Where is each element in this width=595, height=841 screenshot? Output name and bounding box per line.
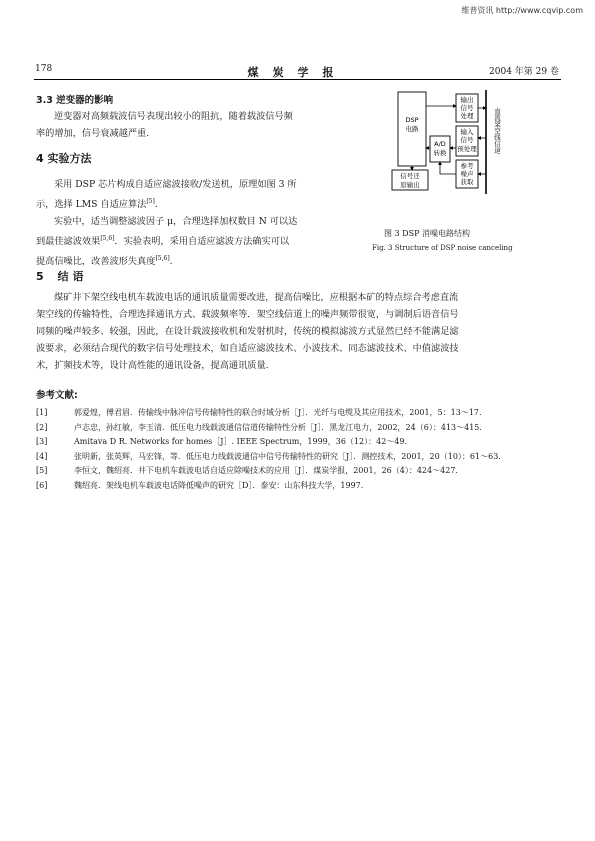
page-number: 178: [35, 64, 53, 74]
reference-item: [36, 451, 561, 463]
text-line: 煤矿井下架空线电机车载波电话的通讯质量需要改进，提高信噪比，应根据本矿的特点综合考虑直流: [54, 292, 459, 303]
year-volume: 2004 年第 29 卷: [489, 67, 559, 77]
reference-list: [36, 407, 561, 494]
section-title-text: 结 语: [57, 270, 84, 283]
ref-label-1: 参考: [460, 162, 474, 170]
text-span: .: [169, 256, 173, 268]
watermark: 维普资讯 http://www.cqvip.com: [461, 6, 583, 15]
reference-text: 李恒文，魏绍亮．井下电机车载波电话自适应除噪技术的应用［J］．煤炭学报，2001，26（4）：424～427.: [74, 466, 458, 475]
reference-text: 张明新，张英辉，马宏锋，等．低压电力线载波通信中信号传输特性的研究［J］．测控技术，2001，20（10）：61～63.: [74, 451, 501, 461]
input-label-1: 输入: [460, 128, 474, 136]
ad-label-2: 转换: [433, 149, 447, 157]
reference-number: [3]: [36, 437, 48, 446]
input-label-3: 预处理: [457, 145, 477, 153]
reference-text: Amitava D R. Networks for homes［J］. IEEE Spectrum，1999，36（12）：42～49.: [74, 437, 408, 446]
signal-label-1: 信号还: [400, 172, 420, 180]
citation: [5,6]: [100, 235, 115, 243]
reference-item: [36, 422, 561, 434]
section-4-body: [36, 176, 354, 270]
dsp-label-2: 电路: [405, 125, 419, 133]
text-line: [36, 250, 354, 270]
text-line: 架空线的传输特性，合理选择通讯方式、载波频率等．架空线信道上的噪声频带很宽，与调制后语音信号: [36, 309, 459, 320]
text-line: 实验中，适当调整滤波因子 μ，合理选择加权数目 N 可以达: [54, 216, 298, 228]
section-number: 5: [36, 270, 58, 283]
text-span: 提高信噪比，改善波形失真度: [36, 256, 156, 268]
reference-number: [6]: [36, 480, 48, 490]
reference-text: 魏绍亮．架线电机车载波电话降低噪声的研究［D］．泰安：山东科技大学，1997.: [74, 480, 364, 490]
text-line: [36, 230, 354, 250]
line-channel-label: 直流架空线信道: [493, 108, 501, 154]
input-label-2: 信号: [460, 136, 474, 144]
reference-text: 郭爱煌，傅君眉．传输线中脉冲信号传输特性的联合时域分析［J］．光纤与电缆及其应用技术，2001，5：13～17.: [74, 408, 482, 417]
output-label-2: 信号: [460, 104, 474, 112]
text-line: 采用 DSP 芯片构成自适应滤波接收/发送机，原理如图 3 所: [54, 179, 297, 190]
text-line: 同频的噪声较多、较强，因此，在设计载波接收机和发射机时，传统的模拟滤波方式显然已经不能满足滤: [36, 326, 459, 337]
text-span: ．实验表明，采用自适应滤波方法确实可以: [114, 236, 290, 248]
header-rule: [34, 79, 561, 80]
citation: [5]: [146, 198, 155, 205]
text-span: 到最佳滤波效果: [36, 236, 101, 248]
reference-number: [4]: [36, 451, 48, 461]
references-title: 参考文献:: [36, 390, 78, 401]
reference-item: [36, 436, 561, 448]
arrow-ref-ad: [440, 162, 456, 174]
section-5-title: [36, 268, 84, 284]
dsp-circuit-diagram: [370, 88, 561, 228]
reference-text: 卢志忠，孙红敏，李玉清．低压电力线载波通信信道传输特性分析［J］．黑龙江电力，2002，24（6）：413～415.: [74, 422, 482, 432]
signal-label-2: 原输出: [400, 181, 420, 189]
ref-label-3: 获取: [460, 178, 474, 186]
citation: [5,6]: [155, 255, 170, 263]
figure-caption-en: Fig. 3 Structure of DSP noise canceling: [372, 244, 513, 252]
text-span: .: [154, 199, 158, 211]
reference-number: [5]: [36, 466, 48, 475]
text-line: 率的增加，信号衰减越严重.: [36, 128, 150, 139]
section-5-body: [36, 289, 561, 374]
ad-label-1: A/D: [434, 140, 446, 148]
reference-item: [36, 407, 561, 419]
output-label-1: 输出: [460, 96, 474, 104]
reference-item: [36, 465, 561, 477]
section-3-3-body: [36, 108, 354, 142]
reference-number: [2]: [36, 422, 48, 432]
reference-number: [1]: [36, 408, 48, 417]
dsp-label-1: DSP: [405, 116, 419, 124]
text-span: 示，选择 LMS 自适应算法: [36, 199, 147, 211]
figure-caption-zh: 图 3 DSP 消噪电路结构: [384, 229, 470, 238]
text-line: 术，扩频技术等，设计高性能的通讯设备，提高通讯质量.: [36, 360, 269, 371]
section-3-3-title: 3.3 逆变器的影响: [36, 95, 114, 106]
ref-label-2: 噪声: [460, 170, 474, 178]
text-line: 波要求，必须结合现代的数字信号处理技术，如自适应滤波技术、小波技术、同态滤波技术、中值滤波技: [36, 343, 459, 354]
output-label-3: 处理: [460, 112, 474, 120]
journal-title: 煤炭学报: [247, 66, 348, 79]
text-line: 逆变器对高频载波信号表现出较小的阻抗，随着载波信号频: [54, 111, 293, 122]
text-line: [36, 193, 354, 213]
reference-item: [36, 480, 561, 492]
section-4-title: 4 实验方法: [36, 152, 92, 165]
